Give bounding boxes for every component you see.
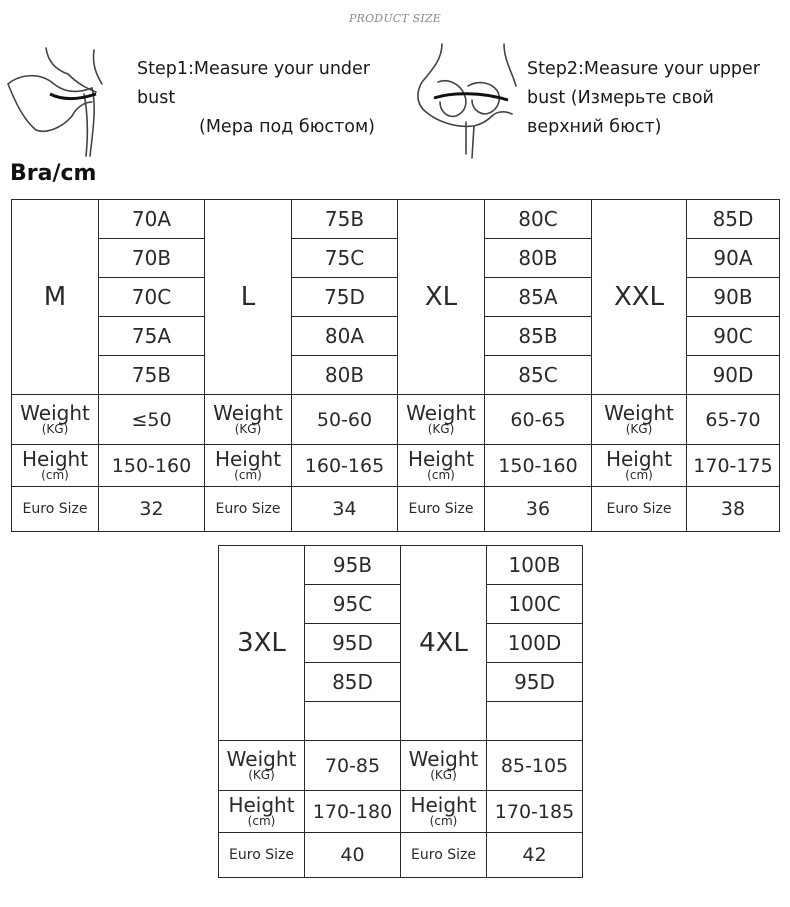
- size-name: 3XL: [219, 546, 305, 741]
- height-value: 150-160: [99, 445, 205, 487]
- cup-size: 80B: [292, 356, 398, 395]
- size-name: XL: [398, 200, 485, 395]
- weight-unit: (KG): [248, 768, 275, 782]
- cup-size: 100D: [487, 624, 583, 663]
- height-value: 170-175: [687, 445, 780, 487]
- cup-size-empty: [487, 702, 583, 741]
- cup-size: 90B: [687, 278, 780, 317]
- size-name: M: [12, 200, 99, 395]
- weight-label: [398, 395, 485, 445]
- weight-value: 70-85: [305, 741, 401, 791]
- height-value: 150-160: [485, 445, 592, 487]
- weight-unit: (KG): [41, 422, 69, 436]
- height-unit: (cm): [247, 814, 276, 828]
- weight-label: [219, 741, 305, 791]
- cup-size-empty: [305, 702, 401, 741]
- cup-size: 95D: [487, 663, 583, 702]
- cup-size: 85A: [485, 278, 592, 317]
- height-value: 170-185: [487, 791, 583, 833]
- step2-line3: верхний бюст): [527, 117, 662, 137]
- size-table-top: [11, 199, 780, 532]
- section-label: Bra/cm: [10, 161, 97, 186]
- weight-value: 85-105: [487, 741, 583, 791]
- weight-label: [205, 395, 292, 445]
- step2-instructions: [527, 55, 760, 142]
- height-label-text: Height: [21, 447, 89, 471]
- weight-label-text: Weight: [604, 401, 674, 425]
- euro-size-label: Euro Size: [12, 487, 99, 532]
- height-label: [398, 445, 485, 487]
- weight-label: [12, 395, 99, 445]
- weight-label: [592, 395, 687, 445]
- euro-size-label: Euro Size: [398, 487, 485, 532]
- cup-size: 75C: [292, 239, 398, 278]
- height-label: [592, 445, 687, 487]
- cup-size: 85B: [485, 317, 592, 356]
- upper-bust-measure-illustration: [412, 42, 522, 160]
- cup-size: 80A: [292, 317, 398, 356]
- euro-size-value: 38: [687, 487, 780, 532]
- height-unit: (cm): [429, 814, 458, 828]
- euro-size-label: Euro Size: [219, 833, 305, 878]
- under-bust-measure-illustration: [6, 44, 106, 159]
- height-unit: (cm): [234, 468, 262, 482]
- cup-size: 85D: [687, 200, 780, 239]
- cup-size: 75B: [292, 200, 398, 239]
- weight-label-text: Weight: [408, 747, 479, 771]
- weight-value: 50-60: [292, 395, 398, 445]
- size-table-bottom: [218, 545, 583, 878]
- height-unit: (cm): [625, 468, 653, 482]
- height-label: [12, 445, 99, 487]
- cup-size: 95D: [305, 624, 401, 663]
- cup-size: 80C: [485, 200, 592, 239]
- cup-size: 90D: [687, 356, 780, 395]
- weight-value: 65-70: [687, 395, 780, 445]
- height-label-text: Height: [407, 447, 475, 471]
- weight-label-text: Weight: [406, 401, 476, 425]
- height-label: [219, 791, 305, 833]
- step1-line3: (Мера под бюстом): [199, 117, 375, 137]
- weight-unit: (KG): [234, 422, 262, 436]
- step1-line2: bust: [137, 88, 176, 108]
- size-name: XXL: [592, 200, 687, 395]
- cup-size: 70C: [99, 278, 205, 317]
- cup-size: 75D: [292, 278, 398, 317]
- size-name: 4XL: [401, 546, 487, 741]
- euro-size-label: Euro Size: [401, 833, 487, 878]
- euro-size-label: Euro Size: [592, 487, 687, 532]
- cup-size: 75A: [99, 317, 205, 356]
- height-label-text: Height: [605, 447, 673, 471]
- step2-line2: bust (Измерьте свой: [527, 88, 714, 108]
- weight-unit: (KG): [427, 422, 455, 436]
- cup-size: 75B: [99, 356, 205, 395]
- cup-size: 90A: [687, 239, 780, 278]
- weight-unit: (KG): [430, 768, 457, 782]
- step1-line1: Step1:Measure your under: [137, 59, 370, 79]
- height-label-text: Height: [214, 447, 282, 471]
- cup-size: 90C: [687, 317, 780, 356]
- weight-label-text: Weight: [20, 401, 90, 425]
- euro-size-value: 40: [305, 833, 401, 878]
- height-value: 170-180: [305, 791, 401, 833]
- size-name: L: [205, 200, 292, 395]
- weight-value: 60-65: [485, 395, 592, 445]
- cup-size: 80B: [485, 239, 592, 278]
- cup-size: 100C: [487, 585, 583, 624]
- weight-label-text: Weight: [226, 747, 297, 771]
- cup-size: 85D: [305, 663, 401, 702]
- cup-size: 95C: [305, 585, 401, 624]
- height-label: [205, 445, 292, 487]
- height-label-text: Height: [410, 793, 477, 817]
- weight-unit: (KG): [625, 422, 653, 436]
- height-unit: (cm): [41, 468, 69, 482]
- cup-size: 85C: [485, 356, 592, 395]
- height-unit: (cm): [427, 468, 455, 482]
- step2-line1: Step2:Measure your upper: [527, 59, 760, 79]
- euro-size-label: Euro Size: [205, 487, 292, 532]
- step1-instructions: [137, 55, 375, 142]
- euro-size-value: 42: [487, 833, 583, 878]
- weight-label-text: Weight: [213, 401, 283, 425]
- header-title: PRODUCT SIZE: [349, 12, 441, 25]
- euro-size-value: 32: [99, 487, 205, 532]
- cup-size: 100B: [487, 546, 583, 585]
- height-value: 160-165: [292, 445, 398, 487]
- height-label: [401, 791, 487, 833]
- euro-size-value: 36: [485, 487, 592, 532]
- height-label-text: Height: [228, 793, 295, 817]
- weight-label: [401, 741, 487, 791]
- weight-value: ≤50: [99, 395, 205, 445]
- cup-size: 70B: [99, 239, 205, 278]
- cup-size: 95B: [305, 546, 401, 585]
- cup-size: 70A: [99, 200, 205, 239]
- euro-size-value: 34: [292, 487, 398, 532]
